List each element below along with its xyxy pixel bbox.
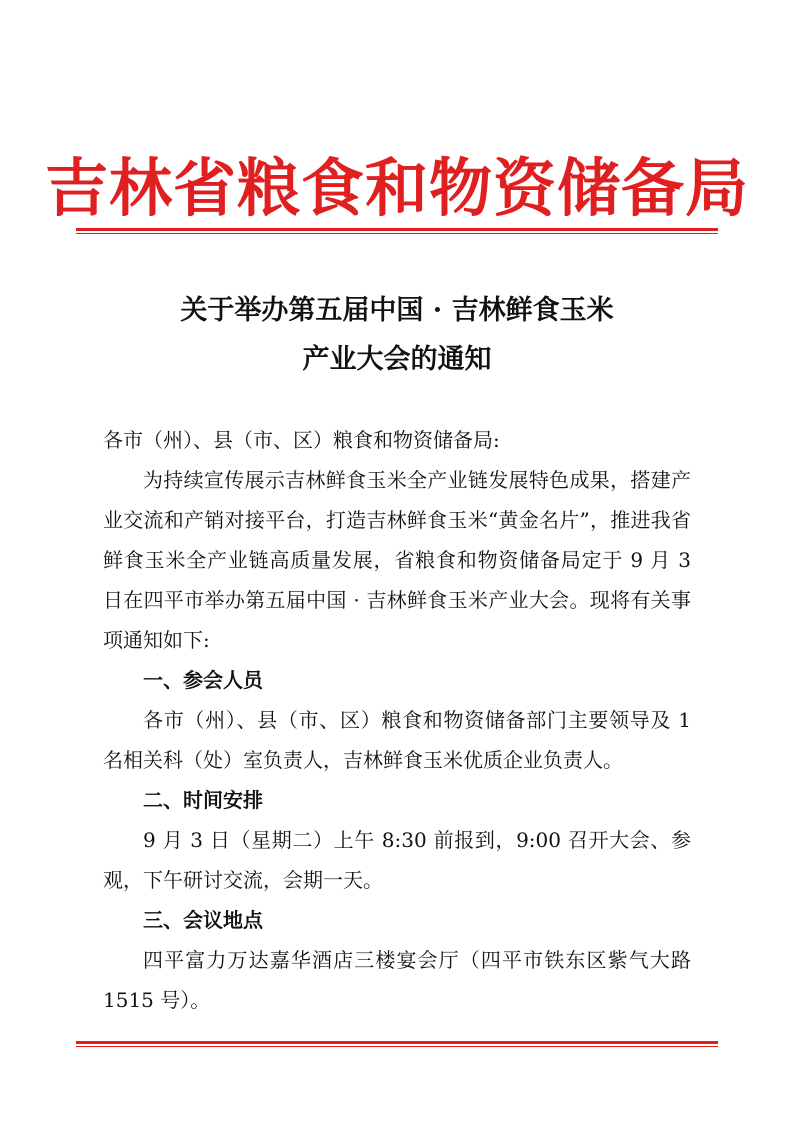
section-text-schedule: 9 月 3 日（星期二）上午 8:30 前报到，9:00 召开大会、参观，下午研讨交流，会期一天。 bbox=[103, 828, 691, 892]
section-heading-attendees: 一、参会人员 bbox=[143, 668, 263, 692]
intro-paragraph: 为持续宣传展示吉林鲜食玉米全产业链发展特色成果，搭建产业交流和产销对接平台，打造吉林鲜食玉米“黄金名片”，推进我省鲜食玉米全产业链高质量发展，省粮食和物资储备局定于 9 月 3 日在四平市举办第五届中国 · 吉林鲜食玉米产业大会。现将有关事项通知如下: bbox=[103, 468, 691, 652]
section-text-attendees: 各市（州）、县（市、区）粮食和物资储备部门主要领导及 1 名相关科（处）室负责人，吉林鲜食玉米优质企业负责人。 bbox=[103, 708, 691, 772]
agency-masthead: 吉林省粮食和物资储备局 bbox=[45, 151, 749, 225]
section-heading-venue: 三、会议地点 bbox=[143, 908, 263, 932]
section-text-venue: 四平富力万达嘉华酒店三楼宴会厅（四平市铁东区紫气大路 1515 号）。 bbox=[103, 948, 691, 1012]
section-heading-schedule: 二、时间安排 bbox=[143, 788, 263, 812]
salutation: 各市（州）、县（市、区）粮食和物资储备局: bbox=[103, 428, 500, 452]
document-title-line-2: 产业大会的通知 bbox=[302, 344, 492, 375]
document-body bbox=[103, 420, 691, 1020]
red-divider-bottom bbox=[76, 1041, 718, 1047]
red-divider-top bbox=[76, 228, 718, 234]
document-title-line-1: 关于举办第五届中国 · 吉林鲜食玉米 bbox=[180, 295, 614, 326]
